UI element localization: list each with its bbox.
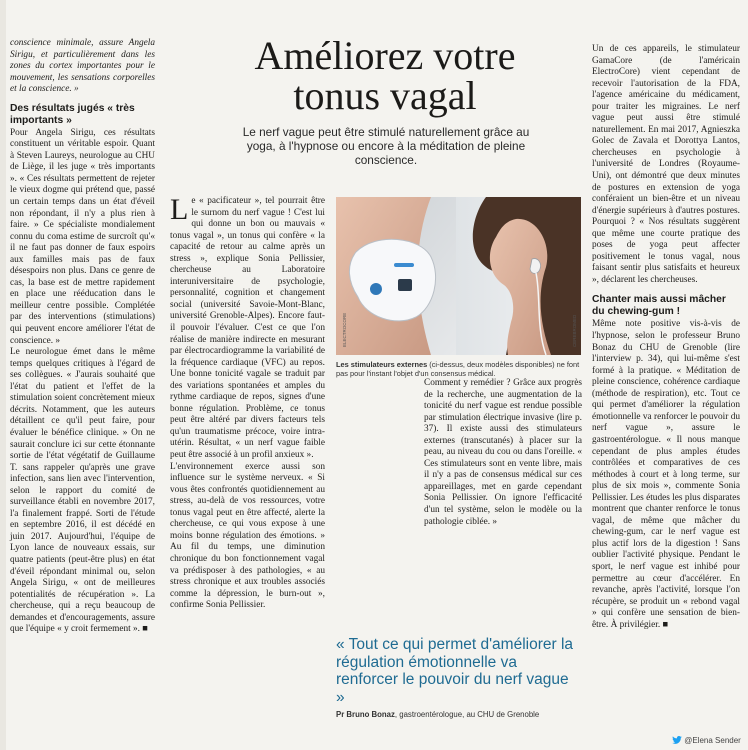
pull-quote-role: , gastroentérologue, au CHU de Grenoble <box>394 710 540 719</box>
twitter-bird-icon <box>672 736 682 744</box>
caption-text: (ci-dessus, deux modèles disponibles) ne font pas pour l'instant l'objet d'un consensus médical. <box>336 360 580 378</box>
col1-paragraph-2: Le neurologue émet dans le même temps quelques critiques à l'égard de ses collègues. « J'aurais souhaité que l'état du patient et l'effet de la stimulation soient concrètement mieux décrits. Notamment, que les auteurs détaillent ce qu'il peut faire, pour évaluer le bénéfice clinique. » On ne saurait conclure ici sur cette étonnante sortie de l'état végétatif de Guillaume T. sans rappeler qu'après une grave infection, sans lien avec l'intervention, selon le rapport du comité de surveillance établi en novembre 2017, l'a finalement frappé. Sorti de l'étude en septembre 2016, il est décédé en juin 2017. Aujourd'hui, l'équipe de Lyon lance de nouveaux essais, sur quatre patients (peut-être plus) en état d'éveil répondant minimal ou, selon Angela Sirigu, « ont de meilleures potentialités de récupération ». La chercheuse, qui a reçu beaucoup de demandes et d'encouragements, assure que l'équipe « y croit fermement ». ■ <box>10 347 155 635</box>
article-deck: Le nerf vague peut être stimulé naturellement grâce au yoga, à l'hypnose ou encore à la méditation de pleine conscience. <box>242 125 530 168</box>
col4-paragraph-1: Un de ces appareils, le stimulateur GamaCore (de l'américain ElectroCore) vient cependant de recevoir l'autorisation de la FDA, l'agence américaine du médicament, pour traiter les migraines. Le nerf vague peut aussi être stimulé naturellement. En mai 2017, Agnieszka Golec de Zavala et Dorottya Lantos, chercheuses en psychologie à l'université de Londres (Royaume-Uni), ont démontré que deux minutes de postures en extension de yoga conféraient un bien-être et un niveau d'énergie supérieurs à d'autres postures. Pourquoi ? « Nos résultats suggèrent que même une courte pratique des poses de yoga peut affecter positivement le tonus vagal, nous faisant sentir plus satisfaits et heureux », déclarent les chercheuses. <box>592 44 740 285</box>
photo-credit-right: CEREBROMED <box>572 314 577 347</box>
caption-bold: Les stimulateurs externes <box>336 360 428 369</box>
col4-subhead: Chanter mais aussi mâcher du chewing-gum ! <box>592 294 726 318</box>
device-blue-dot <box>370 283 382 295</box>
drop-cap: L <box>170 193 189 226</box>
col4-paragraph-2: Même note positive vis-à-vis de l'hypnose, selon le professeur Bruno Bonaz du CHU de Grenoble (lire l'interview p. 34), qui lui-même s'est formé à la pratique. « Méditation de pleine conscience, cohérence cardiaque (méthode de respiration), etc. Tout ce qui permet d'améliorer la régulation émotionnelle va renforcer le pouvoir du nerf vague », assure le gastroentérologue. « Il nous manque cependant de plus amples études contrôlées et comparatives de ces méthodes à court et à long terme, sur plus de six mois », commente Sonia Pellissier. Les études les plus disparates montrent que chanter renforce le tonus vagal, de même que mâcher du chewing-gum, car le nerf vague est plus actif lors de la digestion ! Sans oublier l'activité physique. Pendant le sport, le nerf vague est inhibé pour permettre au cœur d'accélérer. En revanche, après l'activité, lorsque l'on récupère, se produit un « rebond vagal » qui confère une sensation de bien-être. À privilégier. ■ <box>592 319 740 630</box>
col2-paragraph-2: L'environnement exerce aussi son influence sur le système nerveux. « Si vous êtes confrontés quotidiennement au stress, au-delà de vos ressources, votre tonus vagal peut en être affecté, alerte la chercheuse, ce qui vous expose à une moins bonne régulation des émotions. » Au fil du temps, une diminution chronique du bon fonctionnement vagal va prédisposer à des pathologies, « au stress chronique et aux troubles associés comme la dépression, le burn-out », confirme Sonia Pellissier. <box>170 461 325 611</box>
stimulator-photo <box>336 197 581 355</box>
col2-paragraph-1 <box>170 193 325 462</box>
article-title-line-2: tonus vagal <box>293 73 477 118</box>
col2-paragraph-1-text: e « pacificateur », tel pourrait être le surnom du nerf vague ! C'est lui qui donne un bon ou mauvais « tonus vagal », un tonus qui confère « la capacité de retour au calme après un stress », explique Sonia Pellissier, chercheuse au Laboratoire interuniversitaire de psychologie, personnalité, cognition et changement social (université Savoie-Mont-Blanc, université Grenoble-Alpes). Encore faut-il pouvoir l'évaluer. C'est ce que l'on réalise de manière indirecte en mesurant par électrocardiogramme la variabilité de la fréquence cardiaque (VFC) au repos. Une bonne tonicité vagale se traduit par des variations spontanées et amples du rythme cardiaque de repos, signes d'une bonne régulation. Problème, ce tonus peut être altéré par divers facteurs tels qu'un traumatisme précoce, voire intra-utérin. Résultat, « un nerf vague faible peut être associé à un profil anxieux ». <box>170 196 325 461</box>
pull-quote-source <box>336 710 596 719</box>
pull-quote-author: Pr Bruno Bonaz <box>336 710 395 719</box>
pull-quote: « Tout ce qui permet d'améliorer la régulation émotionnelle va renforcer le pouvoir du nerf vague » <box>336 636 574 706</box>
col1-subhead: Des résultats jugés « très importants » <box>10 102 135 126</box>
photo-caption <box>336 360 581 378</box>
col1-paragraph-1: Pour Angela Sirigu, ces résultats constituent un véritable espoir. Quant à Steven Laureys, neurologue au CHU de Liège, il les juge « très importants ». « Ces résultats permettent de rejeter le vieux dogme qui prétend que, passé un certain temps dans un état d'éveil non répondant, il n'y a plus rien à faire. » Ce spécialiste mondialement connu du coma estime de surcroît qu'« il ne faut pas donner de faux espoirs aux familles mais pas de faux désespoirs non plus. Dans ce genre de cas, la base est de mettre rapidement en place une rééducation dans le meilleur centre possible. Complétée par des interventions (stimulations) qui peuvent encore améliorer l'état de conscience. » <box>10 127 155 346</box>
col3-paragraph-1: Comment y remédier ? Grâce aux progrès de la recherche, une augmentation de la tonicité du nerf vague est rendue possible par stimulation électrique invasive (lire p. 37). Il existe aussi des stimulateurs externes (transcutanés) à placer sur la peau, au niveau du cou ou dans l'oreille. « Ces stimulateurs sont en vente libre, mais il n'y a pas de consensus médical sur ces appareillages, met en garde cependant Sonia Pellissier. On ignore l'efficacité d'un tel système, selon le modèle ou la pathologie ciblée. » <box>424 378 582 527</box>
author-credit <box>672 736 741 745</box>
page-gutter <box>0 0 6 750</box>
col1-paragraph-0: conscience minimale, assure Angela Sirigu, et particulièrement dans les zones du cortex importantes pour le mouvement, les sensations corporelles et la conscience. » <box>10 38 155 95</box>
column-4 <box>592 44 740 631</box>
twitter-handle: @Elena Sender <box>684 736 741 745</box>
article-title-line-1: Améliorez votre <box>254 33 516 78</box>
device-button <box>398 279 412 291</box>
article-title <box>190 33 580 118</box>
device-led-strip <box>394 263 414 267</box>
photo-illustration <box>336 197 581 355</box>
column-1 <box>10 38 155 636</box>
column-3 <box>424 378 582 528</box>
ear-device <box>530 259 541 274</box>
column-2 <box>170 193 325 612</box>
photo-credit-left: ELECTROCORE <box>342 312 347 347</box>
